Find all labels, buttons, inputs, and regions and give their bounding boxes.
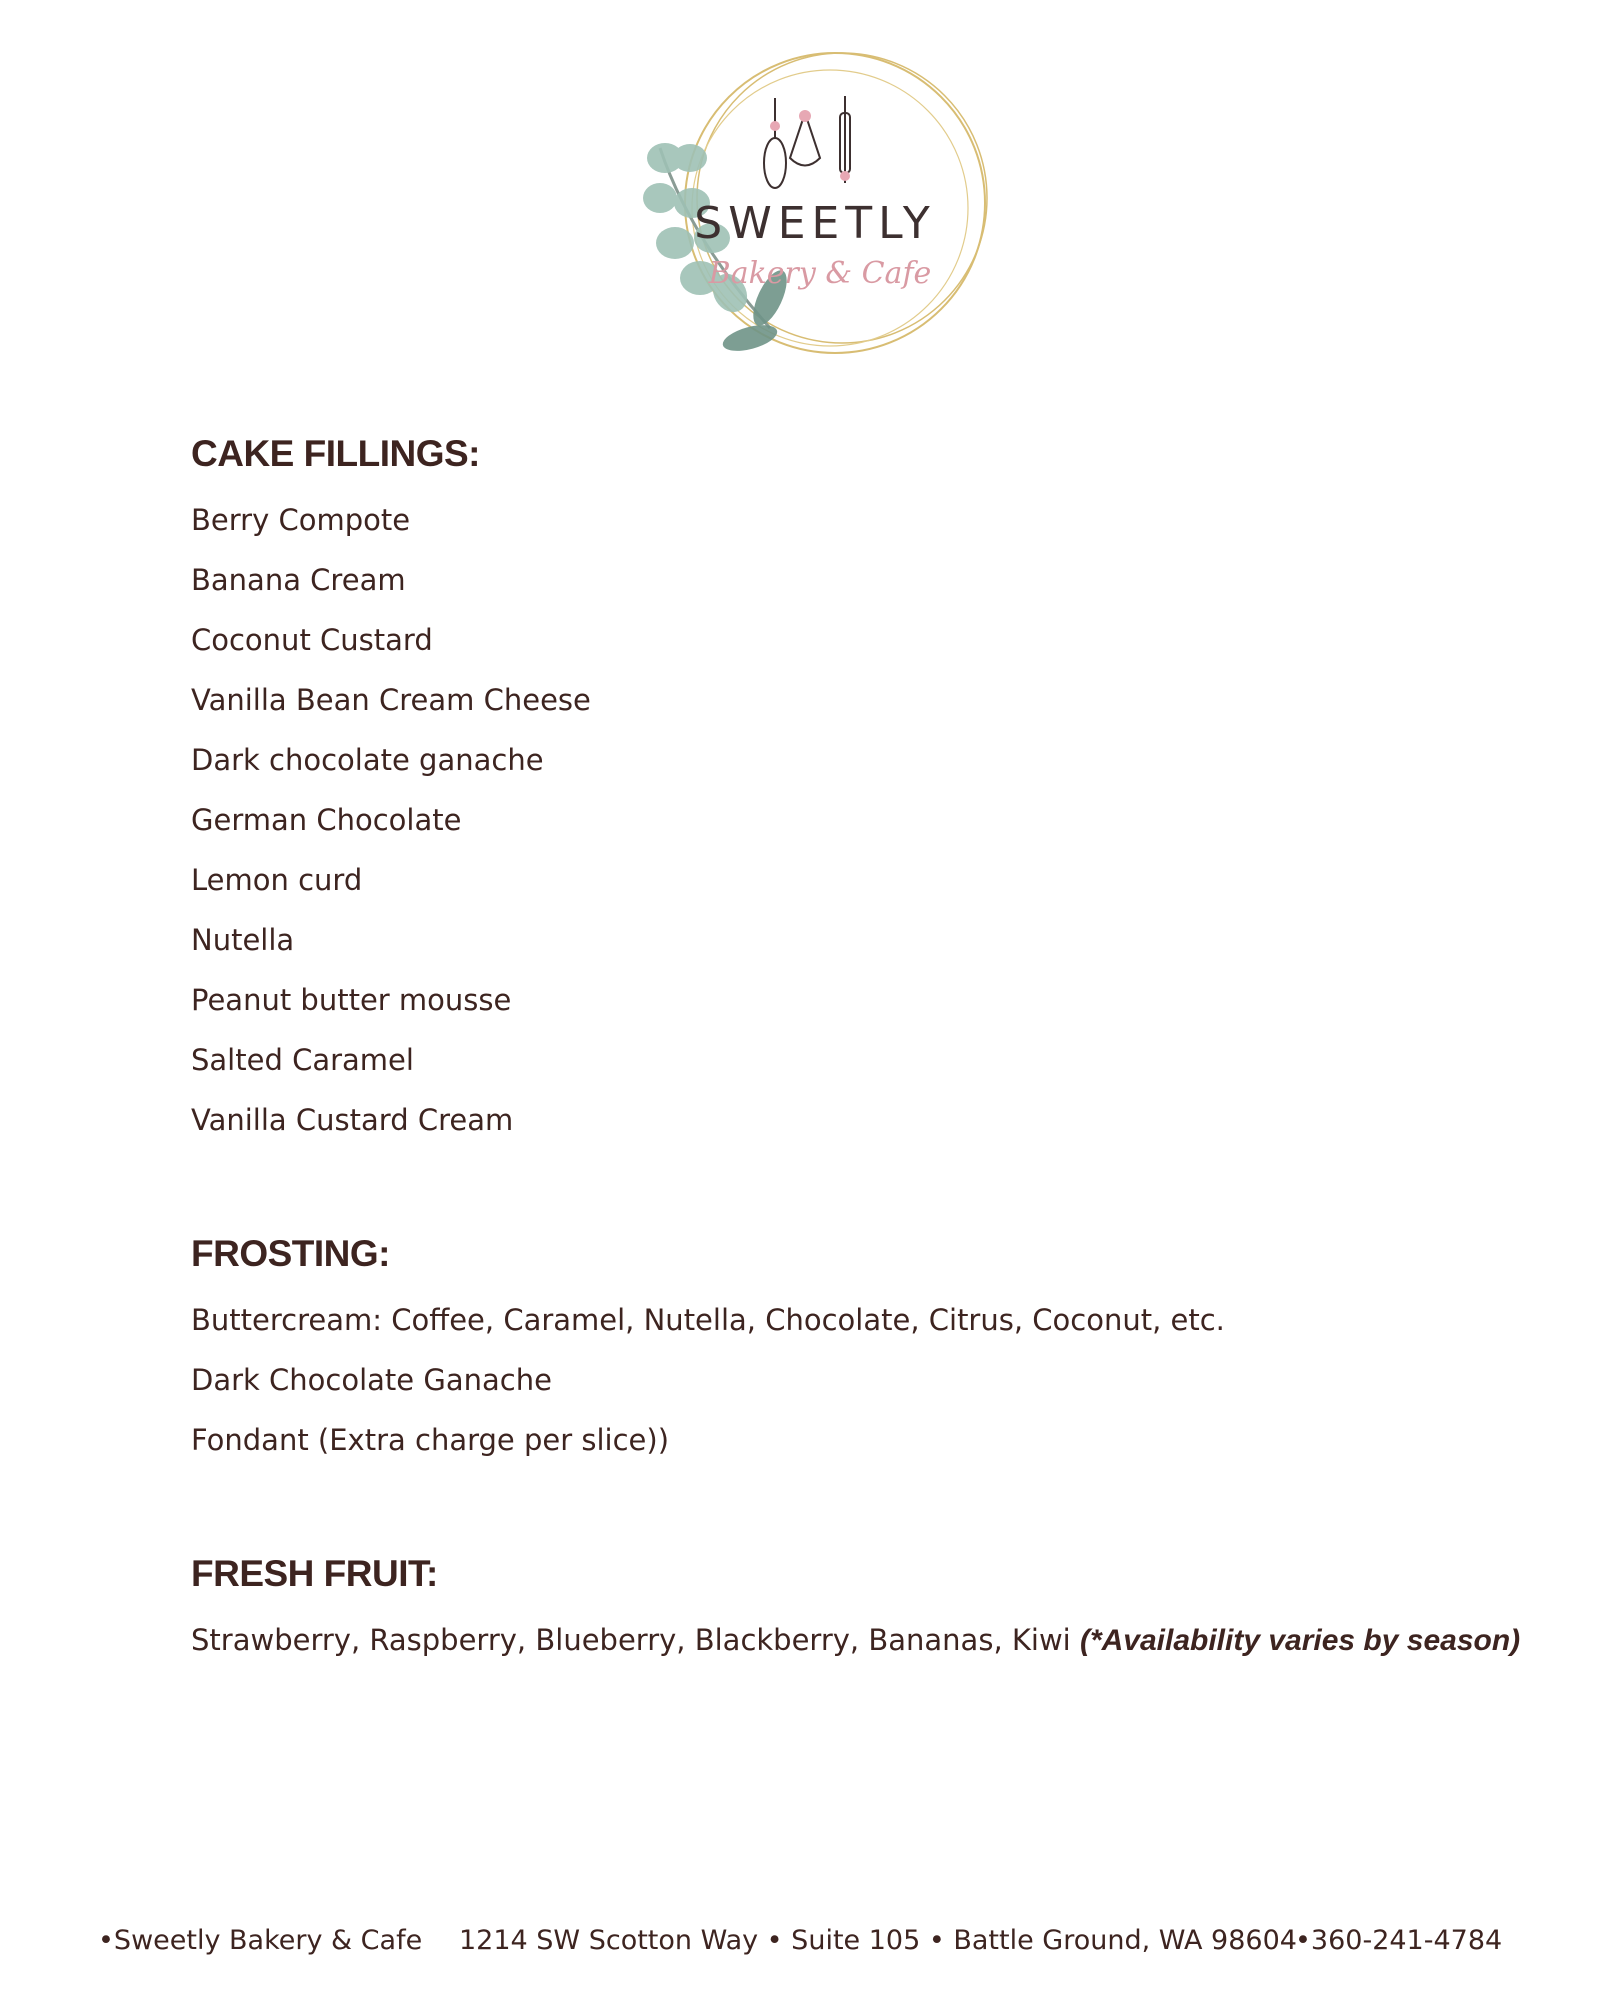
filling-item: Lemon curd xyxy=(191,863,363,897)
filling-item: Berry Compote xyxy=(191,503,411,537)
filling-item: Salted Caramel xyxy=(191,1043,414,1077)
filling-item: Vanilla Custard Cream xyxy=(191,1103,514,1137)
frosting-item: Fondant (Extra charge per slice)) xyxy=(191,1423,670,1457)
sweetly-logo xyxy=(620,38,1000,378)
filling-item: Peanut butter mousse xyxy=(191,983,512,1017)
availability-note: (*Availability varies by season) xyxy=(1079,1624,1521,1657)
fresh-fruit-section xyxy=(191,1550,1521,1678)
filling-item: Coconut Custard xyxy=(191,623,433,657)
section-title-frosting: FROSTING: xyxy=(191,1233,390,1274)
footer-address: 1214 SW Scotton Way • Suite 105 • Battle Ground, WA 98604 xyxy=(459,1925,1297,1956)
footer-phone: •360-241-4784 xyxy=(1295,1925,1503,1956)
frosting-section xyxy=(191,1230,1491,1550)
filling-item: Dark chocolate ganache xyxy=(191,743,544,777)
footer-business-name: •Sweetly Bakery & Cafe xyxy=(98,1925,423,1956)
filling-item: German Chocolate xyxy=(191,803,462,837)
logo-name: SWEETLY xyxy=(694,198,936,249)
section-title-fruit: FRESH FRUIT: xyxy=(191,1553,438,1594)
filling-item: Banana Cream xyxy=(191,563,406,597)
filling-item: Nutella xyxy=(191,923,295,957)
frosting-item: Buttercream: Coffee, Caramel, Nutella, Chocolate, Citrus, Coconut, etc. xyxy=(191,1303,1225,1337)
section-title-fillings: CAKE FILLINGS: xyxy=(191,433,480,474)
footer xyxy=(0,1925,1601,1965)
fruit-line xyxy=(191,1618,1521,1678)
logo-tagline: Bakery & Cafe xyxy=(708,256,932,291)
fruit-list: Strawberry, Raspberry, Blueberry, Blackberry, Bananas, Kiwi xyxy=(191,1623,1071,1657)
frosting-item: Dark Chocolate Ganache xyxy=(191,1363,552,1397)
menu-content xyxy=(191,430,1521,1678)
filling-item: Vanilla Bean Cream Cheese xyxy=(191,683,591,717)
cake-fillings-section xyxy=(191,430,1491,1230)
